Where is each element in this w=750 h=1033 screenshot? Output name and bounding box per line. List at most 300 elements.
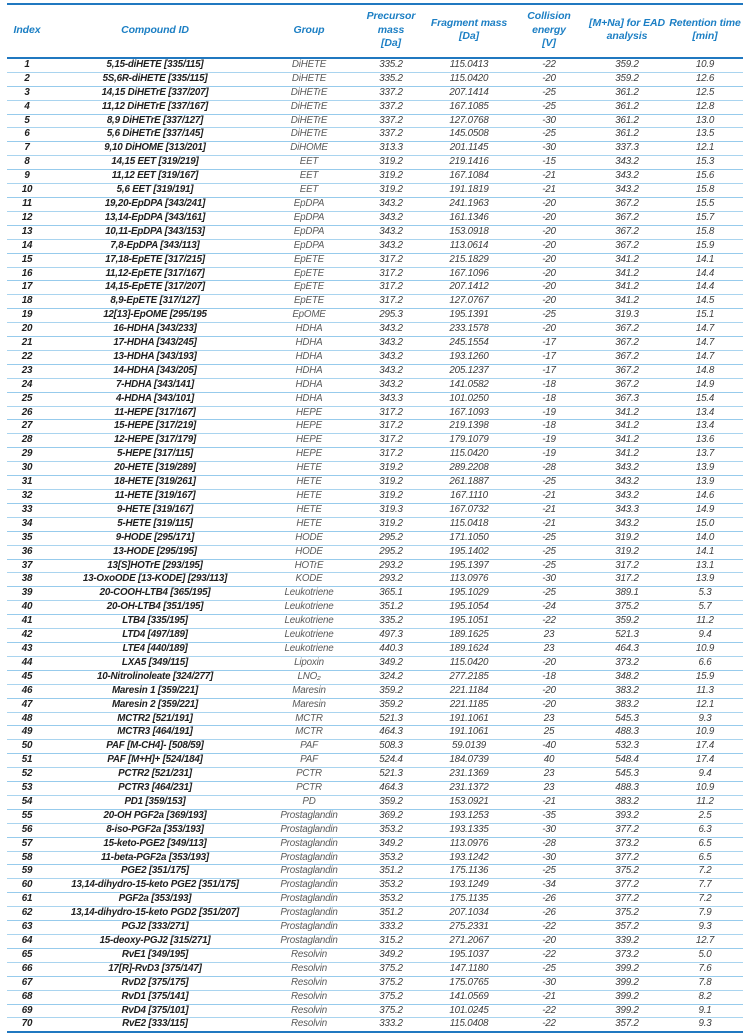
index-cell: 22 <box>7 350 47 364</box>
index-cell: 12 <box>7 211 47 225</box>
fragment-mass-cell: 115.0413 <box>427 58 511 72</box>
table-row <box>7 962 743 976</box>
retention-time-cell: 15.3 <box>667 156 743 170</box>
precursor-mass-cell: 353.2 <box>355 879 427 893</box>
mna-ead-cell: 377.2 <box>587 823 667 837</box>
mna-ead-cell: 343.2 <box>587 170 667 184</box>
compound-id-cell: 13-HDHA [343/193] <box>47 350 263 364</box>
collision-energy-cell: -20 <box>511 253 587 267</box>
collision-energy-cell: -28 <box>511 837 587 851</box>
retention-time-cell: 15.6 <box>667 170 743 184</box>
mna-ead-cell: 317.2 <box>587 559 667 573</box>
header-line: Collision energy <box>527 10 571 36</box>
table-row <box>7 197 743 211</box>
index-cell: 46 <box>7 684 47 698</box>
collision-energy-cell: -25 <box>511 309 587 323</box>
index-cell: 2 <box>7 72 47 86</box>
compound-id-cell: 4-HDHA [343/101] <box>47 392 263 406</box>
group-cell: Prostaglandin <box>263 809 355 823</box>
precursor-mass-cell: 353.2 <box>355 851 427 865</box>
fragment-mass-cell: 207.1412 <box>427 281 511 295</box>
index-cell: 35 <box>7 531 47 545</box>
collision-energy-cell: -25 <box>511 476 587 490</box>
fragment-mass-cell: 175.1136 <box>427 865 511 879</box>
precursor-mass-cell: 508.3 <box>355 740 427 754</box>
retention-time-cell: 10.9 <box>667 782 743 796</box>
precursor-mass-cell: 521.3 <box>355 712 427 726</box>
collision-energy-cell: -19 <box>511 448 587 462</box>
collision-energy-cell: -30 <box>511 142 587 156</box>
index-cell: 56 <box>7 823 47 837</box>
column-header-retention-time <box>667 4 743 58</box>
group-cell: DiHETrE <box>263 100 355 114</box>
precursor-mass-cell: 440.3 <box>355 642 427 656</box>
retention-time-cell: 15.7 <box>667 211 743 225</box>
table-row <box>7 935 743 949</box>
fragment-mass-cell: 195.1391 <box>427 309 511 323</box>
mna-ead-cell: 377.2 <box>587 879 667 893</box>
collision-energy-cell: -22 <box>511 615 587 629</box>
index-cell: 31 <box>7 476 47 490</box>
fragment-mass-cell: 275.2331 <box>427 921 511 935</box>
collision-energy-cell: -20 <box>511 684 587 698</box>
compound-id-cell: PGJ2 [333/271] <box>47 921 263 935</box>
precursor-mass-cell: 349.2 <box>355 948 427 962</box>
column-header-mna-ead <box>587 4 667 58</box>
mna-ead-cell: 343.3 <box>587 503 667 517</box>
table-row <box>7 406 743 420</box>
precursor-mass-cell: 317.2 <box>355 267 427 281</box>
collision-energy-cell: -18 <box>511 378 587 392</box>
precursor-mass-cell: 317.2 <box>355 420 427 434</box>
collision-energy-cell: -25 <box>511 128 587 142</box>
collision-energy-cell: -17 <box>511 364 587 378</box>
fragment-mass-cell: 221.1184 <box>427 684 511 698</box>
fragment-mass-cell: 221.1185 <box>427 698 511 712</box>
group-cell: Prostaglandin <box>263 907 355 921</box>
group-cell: HDHA <box>263 392 355 406</box>
header-line: [min] <box>692 30 718 43</box>
collision-energy-cell: -20 <box>511 211 587 225</box>
compound-id-cell: LTB4 [335/195] <box>47 615 263 629</box>
compound-id-cell: 14,15 EET [319/219] <box>47 156 263 170</box>
table-row <box>7 253 743 267</box>
collision-energy-cell: -22 <box>511 948 587 962</box>
group-cell: DiHETrE <box>263 114 355 128</box>
compound-id-cell: 11-HEPE [317/167] <box>47 406 263 420</box>
fragment-mass-cell: 167.1093 <box>427 406 511 420</box>
index-cell: 32 <box>7 490 47 504</box>
group-cell: HETE <box>263 490 355 504</box>
fragment-mass-cell: 193.1260 <box>427 350 511 364</box>
column-header-group <box>263 4 355 58</box>
retention-time-cell: 15.9 <box>667 239 743 253</box>
table-row <box>7 114 743 128</box>
fragment-mass-cell: 175.1135 <box>427 893 511 907</box>
table-row <box>7 1004 743 1018</box>
index-cell: 63 <box>7 921 47 935</box>
precursor-mass-cell: 337.2 <box>355 86 427 100</box>
table-row <box>7 531 743 545</box>
table-row <box>7 851 743 865</box>
fragment-mass-cell: 189.1625 <box>427 629 511 643</box>
collision-energy-cell: -25 <box>511 100 587 114</box>
collision-energy-cell: 23 <box>511 782 587 796</box>
group-cell: PD <box>263 795 355 809</box>
mna-ead-cell: 367.2 <box>587 323 667 337</box>
precursor-mass-cell: 497.3 <box>355 629 427 643</box>
fragment-mass-cell: 207.1034 <box>427 907 511 921</box>
fragment-mass-cell: 141.0582 <box>427 378 511 392</box>
retention-time-cell: 14.6 <box>667 490 743 504</box>
index-cell: 67 <box>7 976 47 990</box>
fragment-mass-cell: 193.1249 <box>427 879 511 893</box>
mna-ead-cell: 389.1 <box>587 587 667 601</box>
group-cell: HDHA <box>263 364 355 378</box>
group-cell: HETE <box>263 476 355 490</box>
fragment-mass-cell: 115.0418 <box>427 517 511 531</box>
index-cell: 28 <box>7 434 47 448</box>
fragment-mass-cell: 167.1085 <box>427 100 511 114</box>
index-cell: 42 <box>7 629 47 643</box>
fragment-mass-cell: 231.1372 <box>427 782 511 796</box>
retention-time-cell: 11.3 <box>667 684 743 698</box>
table-row <box>7 559 743 573</box>
compound-id-cell: 14,15 DiHETrE [337/207] <box>47 86 263 100</box>
retention-time-cell: 14.5 <box>667 295 743 309</box>
table-row <box>7 642 743 656</box>
table-row <box>7 545 743 559</box>
retention-time-cell: 17.4 <box>667 740 743 754</box>
table-row <box>7 364 743 378</box>
retention-time-cell: 15.4 <box>667 392 743 406</box>
table-row <box>7 58 743 72</box>
header-line: Compound ID <box>121 23 189 36</box>
fragment-mass-cell: 179.1079 <box>427 434 511 448</box>
collision-energy-cell: -20 <box>511 698 587 712</box>
retention-time-cell: 14.7 <box>667 323 743 337</box>
compound-id-cell: 20-COOH-LTB4 [365/195] <box>47 587 263 601</box>
retention-time-cell: 12.5 <box>667 86 743 100</box>
table-row <box>7 462 743 476</box>
index-cell: 40 <box>7 601 47 615</box>
retention-time-cell: 15.9 <box>667 670 743 684</box>
header-line: Group <box>293 23 325 36</box>
compound-id-cell: 15-HEPE [317/219] <box>47 420 263 434</box>
table-row <box>7 768 743 782</box>
collision-energy-cell: -20 <box>511 935 587 949</box>
group-cell: HEPE <box>263 406 355 420</box>
compound-id-cell: 17-HDHA [343/245] <box>47 337 263 351</box>
index-cell: 47 <box>7 698 47 712</box>
precursor-mass-cell: 319.2 <box>355 517 427 531</box>
index-cell: 9 <box>7 170 47 184</box>
compound-id-cell: 12[13]-EpOME [295/195 <box>47 309 263 323</box>
group-cell: EpETE <box>263 267 355 281</box>
collision-energy-cell: -19 <box>511 406 587 420</box>
fragment-mass-cell: 219.1398 <box>427 420 511 434</box>
table-row <box>7 837 743 851</box>
fragment-mass-cell: 145.0508 <box>427 128 511 142</box>
compound-id-cell: 12-HEPE [317/179] <box>47 434 263 448</box>
precursor-mass-cell: 317.2 <box>355 406 427 420</box>
index-cell: 68 <box>7 990 47 1004</box>
compound-id-cell: Maresin 2 [359/221] <box>47 698 263 712</box>
compound-id-cell: 7-HDHA [343/141] <box>47 378 263 392</box>
fragment-mass-cell: 101.0245 <box>427 1004 511 1018</box>
precursor-mass-cell: 349.2 <box>355 656 427 670</box>
index-cell: 29 <box>7 448 47 462</box>
fragment-mass-cell: 115.0420 <box>427 448 511 462</box>
mna-ead-cell: 532.3 <box>587 740 667 754</box>
group-cell: EET <box>263 184 355 198</box>
retention-time-cell: 12.6 <box>667 72 743 86</box>
table-row <box>7 100 743 114</box>
table-row <box>7 754 743 768</box>
retention-time-cell: 9.3 <box>667 921 743 935</box>
compound-id-cell: 7,8-EpDPA [343/113] <box>47 239 263 253</box>
index-cell: 8 <box>7 156 47 170</box>
retention-time-cell: 6.5 <box>667 837 743 851</box>
mna-ead-cell: 399.2 <box>587 990 667 1004</box>
compound-id-cell: 11,12 EET [319/167] <box>47 170 263 184</box>
header-line: Index <box>13 23 41 36</box>
retention-time-cell: 5.7 <box>667 601 743 615</box>
table-row <box>7 976 743 990</box>
mna-ead-cell: 399.2 <box>587 1004 667 1018</box>
collision-energy-cell: -20 <box>511 281 587 295</box>
retention-time-cell: 7.7 <box>667 879 743 893</box>
compound-id-cell: 15-keto-PGE2 [349/113] <box>47 837 263 851</box>
compound-id-cell: 13-HODE [295/195] <box>47 545 263 559</box>
collision-energy-cell: -20 <box>511 323 587 337</box>
compound-id-cell: RvD1 [375/141] <box>47 990 263 1004</box>
index-cell: 5 <box>7 114 47 128</box>
mna-ead-cell: 359.2 <box>587 72 667 86</box>
fragment-mass-cell: 277.2185 <box>427 670 511 684</box>
precursor-mass-cell: 343.2 <box>355 239 427 253</box>
table-row <box>7 712 743 726</box>
retention-time-cell: 7.2 <box>667 893 743 907</box>
mna-ead-cell: 375.2 <box>587 907 667 921</box>
retention-time-cell: 15.1 <box>667 309 743 323</box>
compound-id-cell: 19,20-EpDPA [343/241] <box>47 197 263 211</box>
collision-energy-cell: -22 <box>511 921 587 935</box>
precursor-mass-cell: 343.2 <box>355 378 427 392</box>
index-cell: 10 <box>7 184 47 198</box>
group-cell: DiHETrE <box>263 128 355 142</box>
collision-energy-cell: -20 <box>511 295 587 309</box>
group-cell: EpDPA <box>263 239 355 253</box>
fragment-mass-cell: 115.0420 <box>427 656 511 670</box>
fragment-mass-cell: 241.1963 <box>427 197 511 211</box>
retention-time-cell: 12.1 <box>667 142 743 156</box>
collision-energy-cell: -22 <box>511 1018 587 1032</box>
retention-time-cell: 14.8 <box>667 364 743 378</box>
mna-ead-cell: 399.2 <box>587 962 667 976</box>
retention-time-cell: 13.7 <box>667 448 743 462</box>
precursor-mass-cell: 524.4 <box>355 754 427 768</box>
mna-ead-cell: 545.3 <box>587 712 667 726</box>
compound-id-cell: 11,12-EpETE [317/167] <box>47 267 263 281</box>
collision-energy-cell: -21 <box>511 490 587 504</box>
fragment-mass-cell: 141.0569 <box>427 990 511 1004</box>
table-row <box>7 267 743 281</box>
retention-time-cell: 13.9 <box>667 462 743 476</box>
header-row <box>7 4 743 58</box>
precursor-mass-cell: 337.2 <box>355 100 427 114</box>
fragment-mass-cell: 245.1554 <box>427 337 511 351</box>
fragment-mass-cell: 101.0250 <box>427 392 511 406</box>
group-cell: KODE <box>263 573 355 587</box>
group-cell: Maresin <box>263 684 355 698</box>
collision-energy-cell: -30 <box>511 573 587 587</box>
index-cell: 62 <box>7 907 47 921</box>
precursor-mass-cell: 317.2 <box>355 434 427 448</box>
group-cell: Leukotriene <box>263 642 355 656</box>
compound-id-cell: 9-HETE [319/167] <box>47 503 263 517</box>
mna-ead-cell: 521.3 <box>587 629 667 643</box>
mna-ead-cell: 343.2 <box>587 462 667 476</box>
precursor-mass-cell: 359.2 <box>355 684 427 698</box>
table-row <box>7 337 743 351</box>
index-cell: 33 <box>7 503 47 517</box>
precursor-mass-cell: 343.2 <box>355 350 427 364</box>
compound-id-cell: 20-OH-LTB4 [351/195] <box>47 601 263 615</box>
table-row <box>7 684 743 698</box>
group-cell: Prostaglandin <box>263 935 355 949</box>
column-header-compound-id <box>47 4 263 58</box>
mna-ead-cell: 548.4 <box>587 754 667 768</box>
index-cell: 14 <box>7 239 47 253</box>
fragment-mass-cell: 195.1054 <box>427 601 511 615</box>
compound-id-cell: 5,15-diHETE [335/115] <box>47 58 263 72</box>
index-cell: 24 <box>7 378 47 392</box>
collision-energy-cell: -34 <box>511 879 587 893</box>
retention-time-cell: 17.4 <box>667 754 743 768</box>
precursor-mass-cell: 353.2 <box>355 893 427 907</box>
retention-time-cell: 7.2 <box>667 865 743 879</box>
mna-ead-cell: 341.2 <box>587 448 667 462</box>
retention-time-cell: 10.9 <box>667 726 743 740</box>
retention-time-cell: 11.2 <box>667 615 743 629</box>
column-header-precursor-mass <box>355 4 427 58</box>
group-cell: HOTrE <box>263 559 355 573</box>
compound-id-cell: 9-HODE [295/171] <box>47 531 263 545</box>
header-line: Retention time <box>669 16 741 29</box>
table-row <box>7 907 743 921</box>
collision-energy-cell: -18 <box>511 420 587 434</box>
table-row <box>7 587 743 601</box>
mna-ead-cell: 343.2 <box>587 184 667 198</box>
fragment-mass-cell: 115.0408 <box>427 1018 511 1032</box>
group-cell: LNO₂ <box>263 670 355 684</box>
fragment-mass-cell: 153.0918 <box>427 225 511 239</box>
table-row <box>7 656 743 670</box>
fragment-mass-cell: 147.1180 <box>427 962 511 976</box>
precursor-mass-cell: 335.2 <box>355 58 427 72</box>
compound-id-cell: PGE2 [351/175] <box>47 865 263 879</box>
group-cell: EpDPA <box>263 197 355 211</box>
precursor-mass-cell: 464.3 <box>355 726 427 740</box>
index-cell: 37 <box>7 559 47 573</box>
group-cell: Resolvin <box>263 990 355 1004</box>
group-cell: Leukotriene <box>263 587 355 601</box>
fragment-mass-cell: 195.1397 <box>427 559 511 573</box>
index-cell: 39 <box>7 587 47 601</box>
fragment-mass-cell: 289.2208 <box>427 462 511 476</box>
retention-time-cell: 14.7 <box>667 337 743 351</box>
collision-energy-cell: -25 <box>511 962 587 976</box>
table-row <box>7 503 743 517</box>
group-cell: MCTR <box>263 726 355 740</box>
precursor-mass-cell: 319.2 <box>355 490 427 504</box>
compound-table-container <box>7 3 743 1033</box>
index-cell: 59 <box>7 865 47 879</box>
table-row <box>7 921 743 935</box>
group-cell: Resolvin <box>263 1018 355 1032</box>
table-row <box>7 990 743 1004</box>
precursor-mass-cell: 317.2 <box>355 448 427 462</box>
fragment-mass-cell: 231.1369 <box>427 768 511 782</box>
mna-ead-cell: 377.2 <box>587 893 667 907</box>
retention-time-cell: 14.0 <box>667 531 743 545</box>
group-cell: PAF <box>263 754 355 768</box>
group-cell: Prostaglandin <box>263 851 355 865</box>
table-row <box>7 490 743 504</box>
group-cell: PCTR <box>263 768 355 782</box>
collision-energy-cell: -26 <box>511 893 587 907</box>
collision-energy-cell: -22 <box>511 58 587 72</box>
table-row <box>7 142 743 156</box>
mna-ead-cell: 361.2 <box>587 86 667 100</box>
fragment-mass-cell: 167.1084 <box>427 170 511 184</box>
index-cell: 70 <box>7 1018 47 1032</box>
fragment-mass-cell: 127.0768 <box>427 114 511 128</box>
index-cell: 53 <box>7 782 47 796</box>
fragment-mass-cell: 205.1237 <box>427 364 511 378</box>
group-cell: Lipoxin <box>263 656 355 670</box>
group-cell: HETE <box>263 462 355 476</box>
index-cell: 27 <box>7 420 47 434</box>
collision-energy-cell: -22 <box>511 1004 587 1018</box>
precursor-mass-cell: 351.2 <box>355 907 427 921</box>
table-row <box>7 809 743 823</box>
group-cell: EpETE <box>263 281 355 295</box>
retention-time-cell: 9.3 <box>667 1018 743 1032</box>
retention-time-cell: 10.9 <box>667 642 743 656</box>
header-line: [M+Na] for EAD <box>589 16 665 29</box>
retention-time-cell: 7.6 <box>667 962 743 976</box>
index-cell: 58 <box>7 851 47 865</box>
header-line: analysis <box>606 30 648 43</box>
index-cell: 6 <box>7 128 47 142</box>
group-cell: Resolvin <box>263 962 355 976</box>
table-row <box>7 434 743 448</box>
collision-energy-cell: -20 <box>511 239 587 253</box>
group-cell: HEPE <box>263 434 355 448</box>
precursor-mass-cell: 343.2 <box>355 323 427 337</box>
group-cell: Prostaglandin <box>263 893 355 907</box>
precursor-mass-cell: 313.3 <box>355 142 427 156</box>
table-row <box>7 795 743 809</box>
compound-id-cell: 18-HETE [319/261] <box>47 476 263 490</box>
compound-id-cell: 13,14-dihydro-15-keto PGE2 [351/175] <box>47 879 263 893</box>
collision-energy-cell: -21 <box>511 184 587 198</box>
group-cell: MCTR <box>263 712 355 726</box>
compound-id-cell: RvD2 [375/175] <box>47 976 263 990</box>
group-cell: HODE <box>263 531 355 545</box>
